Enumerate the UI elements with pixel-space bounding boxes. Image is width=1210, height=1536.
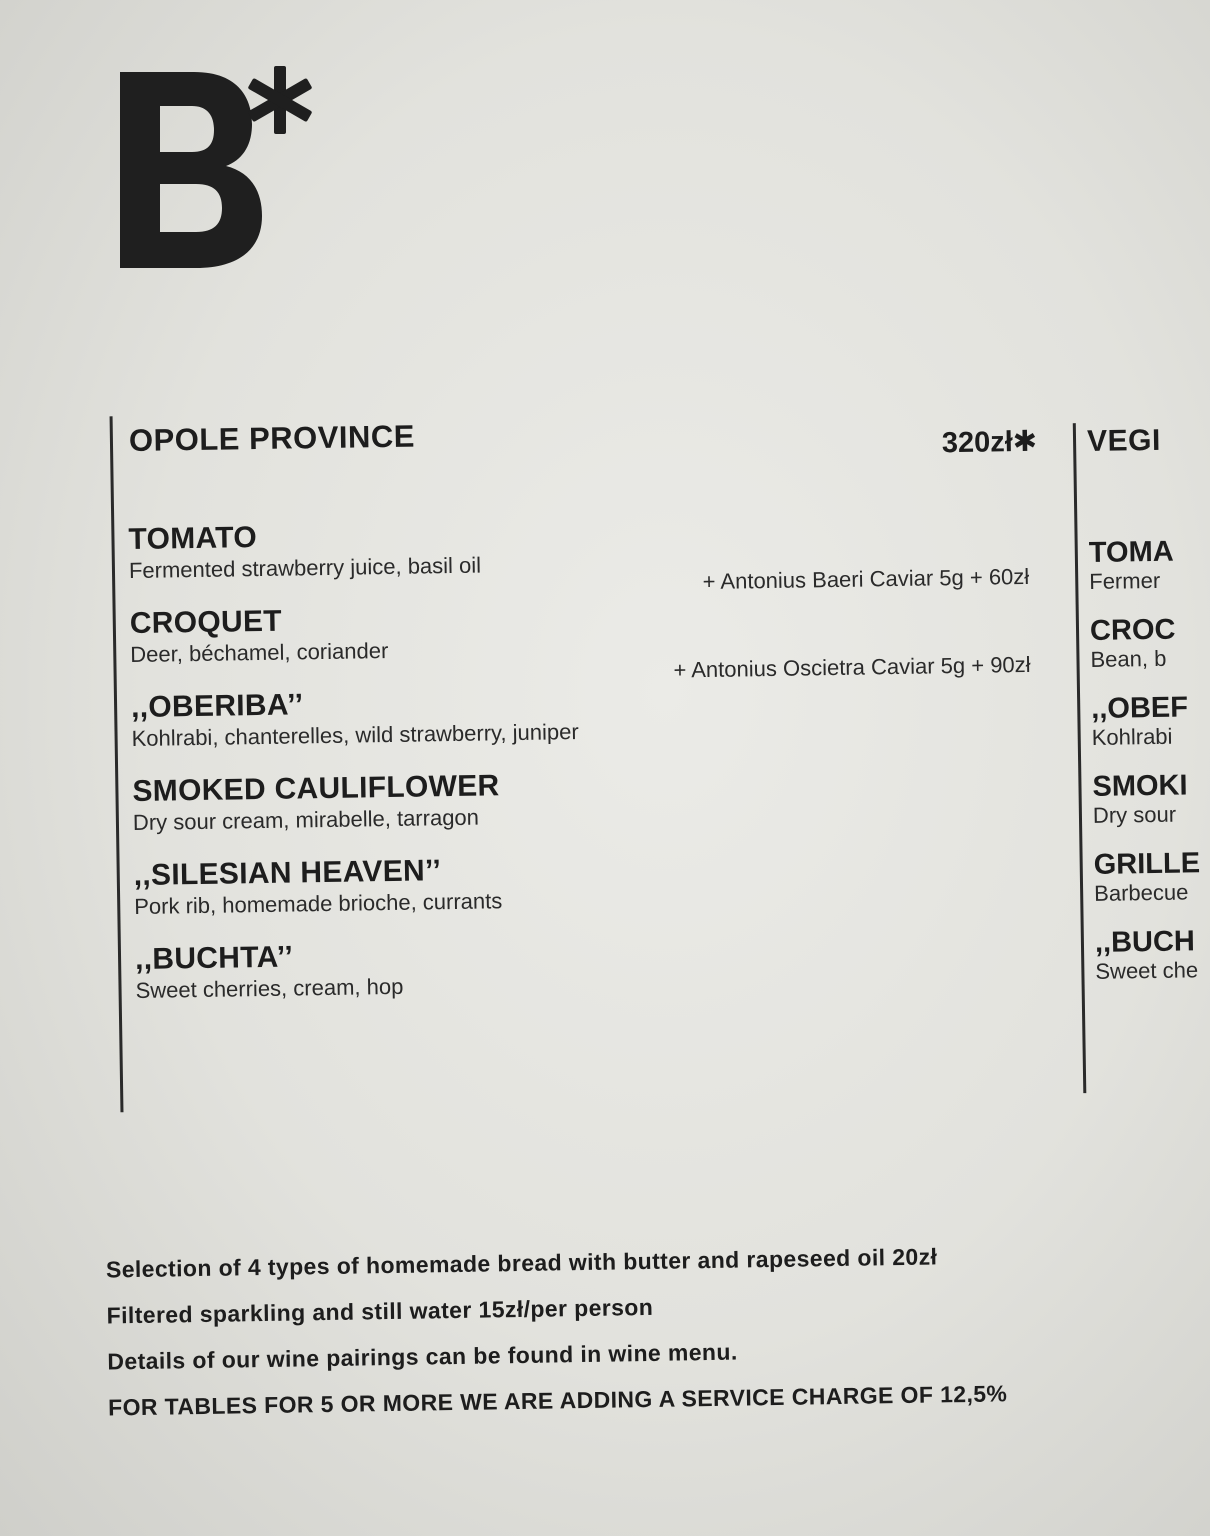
- note-bread: Selection of 4 types of homemade bread with butter and rapeseed oil 20zł: [105, 1243, 938, 1283]
- dish-description: Bean, b: [1090, 645, 1167, 672]
- dish-name: ,,BUCHTA’’: [134, 940, 294, 976]
- dish-description: Dry sour cream, mirabelle, tarragon: [132, 804, 480, 836]
- vegetarian-dish: [1092, 769, 1188, 829]
- dish-description: Barbecue: [1093, 879, 1189, 906]
- dish-description: Dry sour: [1092, 801, 1177, 828]
- dish-croquet: [130, 599, 651, 669]
- dish-name: TOMA: [1088, 535, 1174, 569]
- addon-baeri-caviar: + Antonius Baeri Caviar 5g + 60zł: [702, 563, 1030, 595]
- dish-description: Deer, béchamel, coriander: [130, 637, 389, 668]
- dish-name: ,,OBEF: [1091, 691, 1189, 725]
- column-divider-left: [110, 416, 124, 1112]
- dish-description: Fermer: [1089, 567, 1161, 594]
- dish-description: Fermented strawberry juice, basil oil: [128, 552, 482, 584]
- dish-description: Sweet che: [1095, 957, 1199, 984]
- menu-price: 320zł✱: [941, 425, 1038, 460]
- dish-buchta: [135, 935, 656, 1005]
- vegetarian-column: [1086, 423, 1201, 1105]
- dish-name: CROQUET: [129, 604, 283, 641]
- column-divider-right: [1073, 423, 1087, 1093]
- vegetarian-dish: [1093, 847, 1201, 907]
- vegetarian-dish: [1091, 691, 1189, 751]
- dish-description: Kohlrabi, chanterelles, wild strawberry, juniper: [131, 719, 579, 752]
- vegetarian-dish-list: [1088, 535, 1201, 985]
- note-service-charge: FOR TABLES FOR 5 OR MORE WE ARE ADDING A SERVICE CHARGE OF 12,5%: [107, 1380, 1008, 1421]
- addon-oscietra-caviar: + Antonius Oscietra Caviar 5g + 90zł: [673, 651, 1031, 683]
- dish-name: TOMATO: [128, 521, 258, 557]
- menu-notes: [106, 1230, 1149, 1430]
- dish-name: ,,OBERIBA’’: [130, 688, 304, 725]
- dish-tomato: [128, 515, 649, 585]
- menu-title: OPOLE PROVINCE: [128, 418, 416, 459]
- dish-smoked-cauliflower: [132, 767, 653, 837]
- dish-name: SMOKI: [1092, 769, 1188, 803]
- dish-description: Sweet cherries, cream, hop: [135, 973, 404, 1003]
- dish-name: SMOKED CAULIFLOWER: [132, 769, 500, 809]
- dish-oberiba: [131, 683, 652, 753]
- vegetarian-dish: [1089, 613, 1176, 673]
- dish-name: CROC: [1089, 613, 1176, 647]
- vegetarian-dish: [1088, 535, 1174, 595]
- dish-silesian-heaven: [134, 851, 655, 921]
- vegetarian-title: VEGI: [1086, 423, 1162, 458]
- dish-name: ,,SILESIAN HEAVEN’’: [133, 854, 442, 893]
- dish-list: [128, 515, 656, 1027]
- note-wine-pairings: Details of our wine pairings can be found in wine menu.: [107, 1338, 738, 1375]
- dish-description: Kohlrabi: [1091, 723, 1173, 750]
- dish-name: GRILLE: [1093, 847, 1201, 881]
- vegetarian-dish: [1094, 925, 1199, 985]
- note-water: Filtered sparkling and still water 15zł/per person: [106, 1293, 654, 1329]
- dish-name: ,,BUCH: [1094, 925, 1196, 959]
- dish-description: Pork rib, homemade brioche, currants: [134, 888, 503, 920]
